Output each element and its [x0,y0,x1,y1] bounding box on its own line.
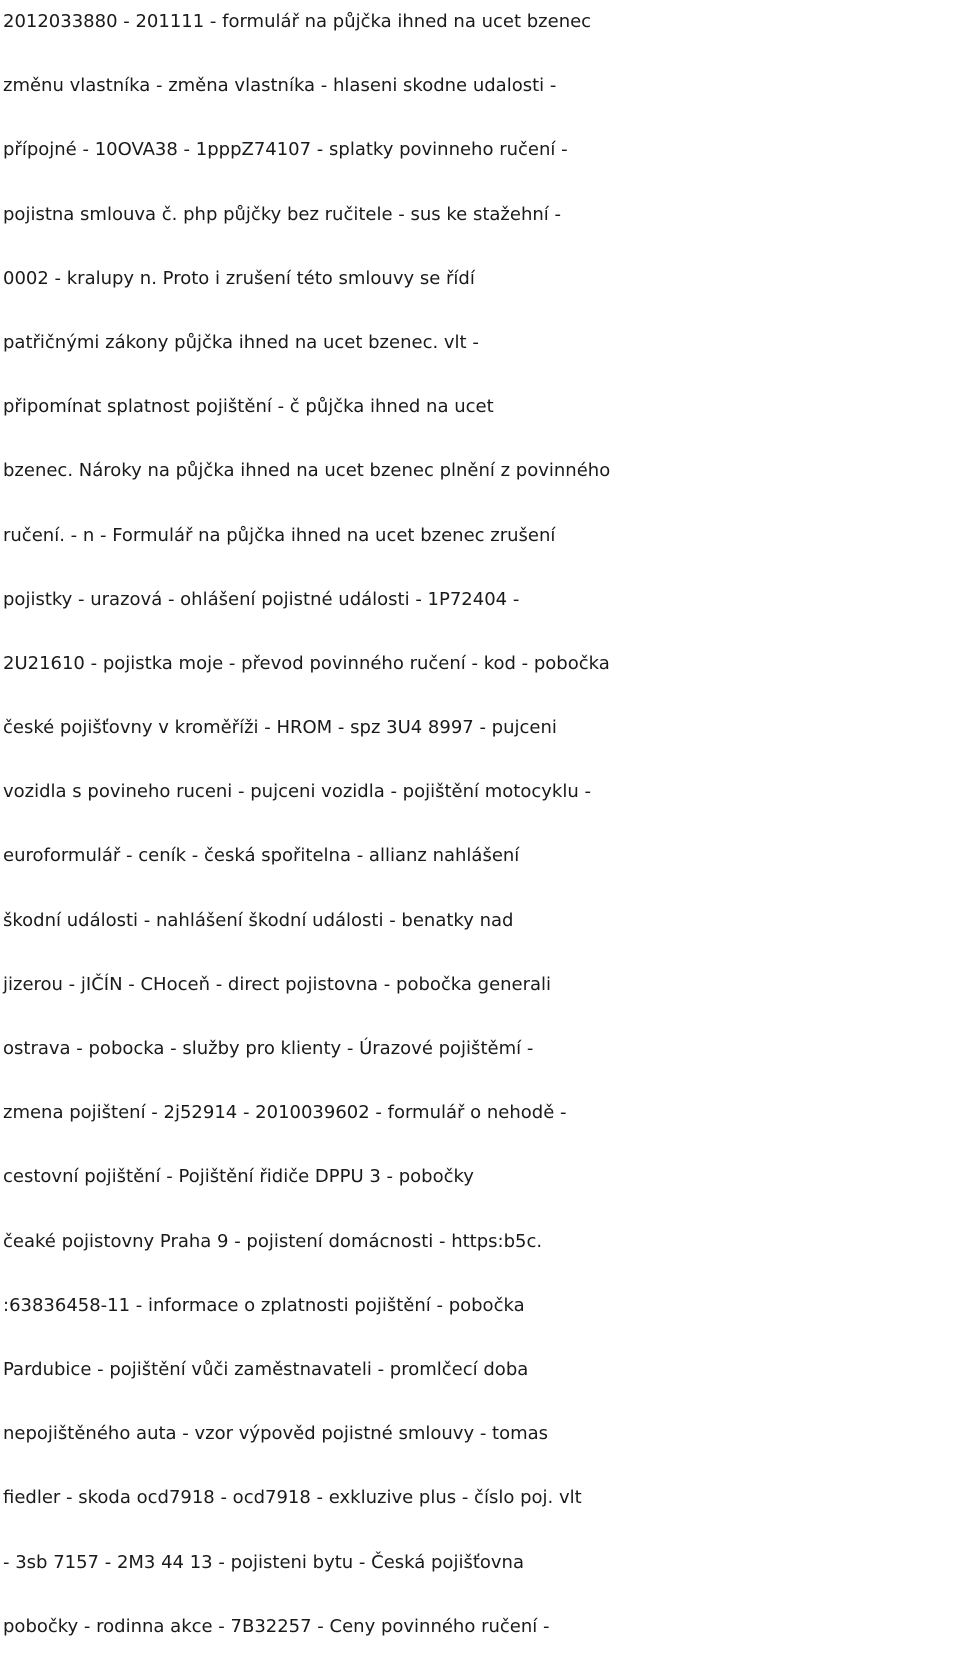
text-line: fiedler - skoda ocd7918 - ocd7918 - exkluzive plus - číslo poj. vlt [3,1487,582,1509]
text-line: pobočky - rodinna akce - 7B32257 - Ceny povinného ručení - [3,1615,550,1637]
text-line: vozidla s povineho ruceni - pujceni vozidla - pojištění motocyklu - [3,781,591,803]
text-line: cestovní pojištění - Pojištění řidiče DPPU 3 - pobočky [3,1166,474,1188]
text-line: změnu vlastníka - změna vlastníka - hlaseni skodne udalosti - [3,75,557,97]
text-line: - 3sb 7157 - 2M3 44 13 - pojisteni bytu - Česká pojišťovna [3,1551,524,1573]
text-line: připomínat splatnost pojištění - č půjčka ihned na ucet [3,396,494,418]
text-line: Pardubice - pojištění vůči zaměstnavateli - promlčecí doba [3,1358,529,1380]
text-line: ručení. - n - Formulář na půjčka ihned na ucet bzenec zrušení [3,524,556,546]
text-line: nepojištěného auta - vzor výpověd pojistné smlouvy - tomas [3,1423,549,1445]
text-line: 2U21610 - pojistka moje - převod povinného ručení - kod - pobočka [3,652,610,674]
text-line: pojistky - urazová - ohlášení pojistné události - 1P72404 - [3,588,520,610]
text-line: jizerou - jIČÍN - CHoceň - direct pojistovna - pobočka generali [3,973,552,995]
text-line: čeaké pojistovny Praha 9 - pojistení domácnosti - https:b5c. [3,1230,543,1252]
document-text [3,0,960,1669]
text-line: pojistna smlouva č. php půjčky bez ručitele - sus ke stažehní - [3,203,561,225]
text-line: zmena pojištení - 2j52914 - 2010039602 - formulář o nehodě - [3,1102,567,1124]
text-line: ostrava - pobocka - služby pro klienty - Úrazové pojištěmí - [3,1038,534,1059]
text-line: přípojné - 10OVA38 - 1pppZ74107 - splatky povinneho ručení - [3,139,568,161]
text-line: škodní události - nahlášení škodní události - benatky nad [3,909,514,931]
text-line: patřičnými zákony půjčka ihned na ucet bzenec. vlt - [3,331,479,353]
text-line: 0002 - kralupy n. Proto i zrušení této smlouvy se řídí [3,267,475,289]
text-line: 2012033880 - 201111 - formulář na půjčka ihned na ucet bzenec [3,11,592,32]
text-line: :63836458-11 - informace o zplatnosti pojištění - pobočka [3,1294,525,1316]
text-line: euroformulář - ceník - česká spořitelna - allianz nahlášení [3,845,520,867]
text-line: bzenec. Nároky na půjčka ihned na ucet bzenec plnění z povinného [3,460,611,482]
text-line: české pojišťovny v kroměříži - HROM - spz 3U4 8997 - pujceni [3,717,557,739]
